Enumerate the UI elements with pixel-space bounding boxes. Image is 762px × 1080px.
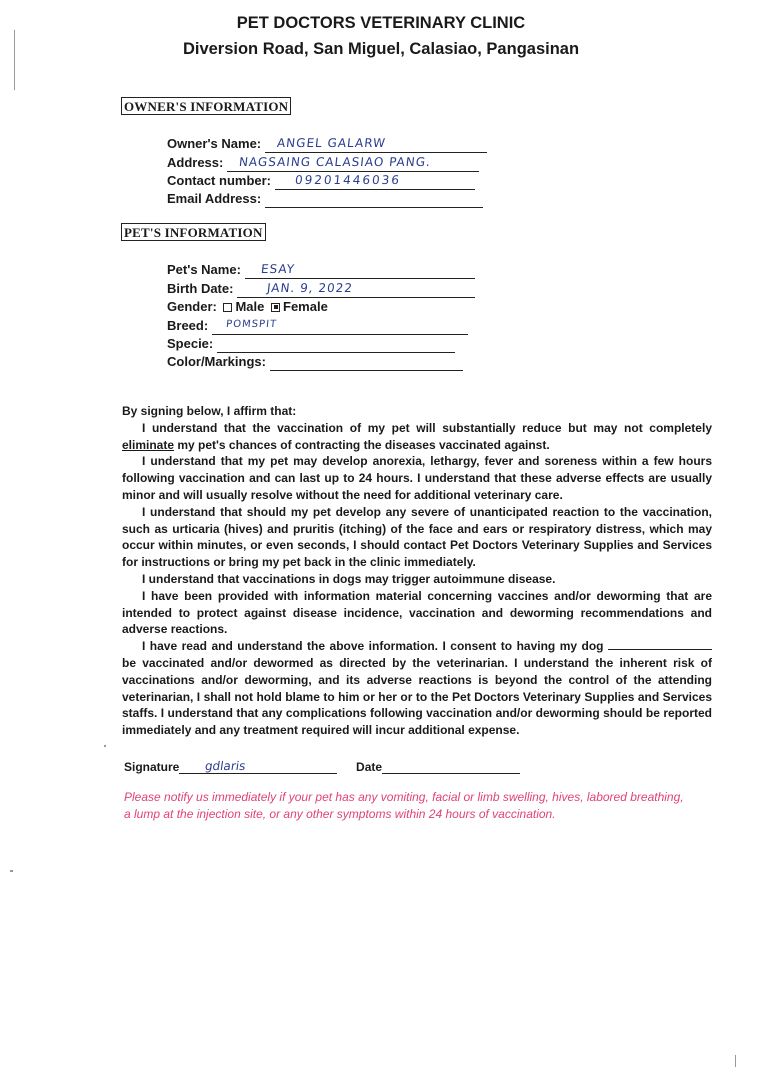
- birth-date-line[interactable]: [237, 281, 475, 298]
- color-markings-field[interactable]: [167, 353, 463, 371]
- owner-address-value: NAGSAING CALASIAO PANG.: [238, 155, 432, 169]
- owner-address-label: Address:: [167, 155, 224, 170]
- consent-paragraph-2: I understand that my pet may develop anorexia, lethargy, fever and soreness within a few hours following vaccination and can last up to 24 hours. I understand that these adverse effects are usually minor and will usually resolve without the need for additional veterinary care.: [122, 454, 712, 502]
- scan-mark: [10, 870, 13, 872]
- pet-name-label: Pet's Name:: [167, 262, 241, 277]
- consent-p1-text-end: my pet's chances of contracting the diseases vaccinated against.: [174, 437, 550, 452]
- breed-line[interactable]: [212, 318, 468, 335]
- scan-mark: [14, 30, 15, 90]
- date-line[interactable]: [382, 758, 520, 774]
- scan-mark: [735, 1055, 736, 1067]
- consent-intro: By signing below, I affirm that:: [122, 404, 297, 418]
- breed-label: Breed:: [167, 318, 209, 333]
- contact-number-value: 09201446036: [294, 173, 402, 187]
- owner-name-field[interactable]: [167, 135, 487, 153]
- consent-paragraph-5: I have been provided with information material concerning vaccines and/or deworming that are intended to protect against disease incidence, vaccination and deworming recommendations and adverse reactions.: [122, 588, 712, 637]
- birth-date-field[interactable]: [167, 280, 475, 298]
- specie-label: Specie:: [167, 336, 214, 351]
- consent-p6-text-end: be vaccinated and/or dewormed as directed by the veterinarian. I understand the inherent risk of vaccinations and/or deworming, and its adverse reactions is beyond the control of the attending veterinarian, I shall not hold blame to him or her or to the Pet Doctors Veterinary Supplies and Services staffs. I understand that any complications following vaccination and/or deworming should be reported immediately and any treatment required will incur additional expense.: [122, 655, 712, 738]
- gender-female-checkbox[interactable]: [271, 303, 280, 312]
- consent-paragraph-6: [122, 638, 712, 739]
- signature-label: Signature: [124, 760, 180, 774]
- breed-field[interactable]: [167, 317, 468, 335]
- consent-statement: [122, 403, 712, 739]
- date-label: Date: [356, 760, 383, 774]
- contact-number-label: Contact number:: [167, 173, 271, 188]
- consent-paragraph-4: I understand that vaccinations in dogs may trigger autoimmune disease.: [142, 571, 556, 586]
- pet-name-line[interactable]: [245, 262, 475, 279]
- owner-name-line[interactable]: [265, 136, 487, 153]
- owner-section-title: OWNER'S INFORMATION: [121, 97, 291, 115]
- color-markings-line[interactable]: [270, 354, 463, 371]
- gender-male-label: Male: [235, 299, 265, 314]
- pet-name-value: ESAY: [260, 262, 296, 276]
- gender-female-label: Female: [283, 299, 328, 314]
- email-label: Email Address:: [167, 191, 262, 206]
- specie-field[interactable]: [167, 335, 455, 353]
- color-markings-label: Color/Markings:: [167, 354, 266, 369]
- contact-number-line[interactable]: [275, 173, 475, 190]
- consent-p1-emphasis: eliminate: [122, 437, 175, 452]
- consent-p1-text: I understand that the vaccination of my pet will substantially reduce but may not completely: [142, 420, 712, 435]
- clinic-name: PET DOCTORS VETERINARY CLINIC: [236, 14, 526, 32]
- specie-line[interactable]: [217, 336, 455, 353]
- signature-value: gdlaris: [204, 759, 247, 773]
- pet-section-title: PET'S INFORMATION: [121, 223, 266, 241]
- notice-text: Please notify us immediately if your pet has any vomiting, facial or limb swelling, hives, labored breathing, a lump at the injection site, or any other symptoms within 24 hours of vaccination.: [124, 790, 684, 821]
- consent-paragraph-1: [122, 420, 712, 454]
- dog-name-blank[interactable]: [608, 638, 712, 650]
- pet-name-field[interactable]: [167, 261, 475, 279]
- owner-name-label: Owner's Name:: [167, 136, 262, 151]
- consent-paragraph-3: I understand that should my pet develop any severe of unanticipated reaction to the vaccination, such as urticaria (hives) and pruritis (itching) of the face and ears or respiratory distress, which may occur within minutes, or even seconds, I should contact Pet Doctors Veterinary Supplies and Services for instructions or bring my pet back in the clinic immediately.: [122, 504, 712, 570]
- birth-date-value: JAN. 9, 2022: [266, 281, 355, 295]
- email-field[interactable]: [167, 190, 483, 208]
- signature-line[interactable]: [179, 758, 337, 774]
- scan-mark: [104, 745, 106, 747]
- owner-name-value: ANGEL GALARW: [276, 136, 387, 150]
- birth-date-label: Birth Date:: [167, 281, 234, 296]
- owner-address-field[interactable]: [167, 154, 479, 172]
- breed-value: POMSPIT: [225, 319, 278, 330]
- gender-field: [167, 299, 328, 314]
- email-line[interactable]: [265, 191, 483, 208]
- consent-p6-text: I have read and understand the above information. I consent to having my dog: [142, 639, 608, 654]
- clinic-address: Diversion Road, San Miguel, Calasiao, Pangasinan: [182, 40, 580, 58]
- contact-number-field[interactable]: [167, 172, 475, 190]
- gender-label: Gender:: [167, 299, 217, 314]
- gender-male-checkbox[interactable]: [223, 303, 232, 312]
- signature-row: [124, 758, 520, 774]
- owner-address-line[interactable]: [227, 155, 479, 172]
